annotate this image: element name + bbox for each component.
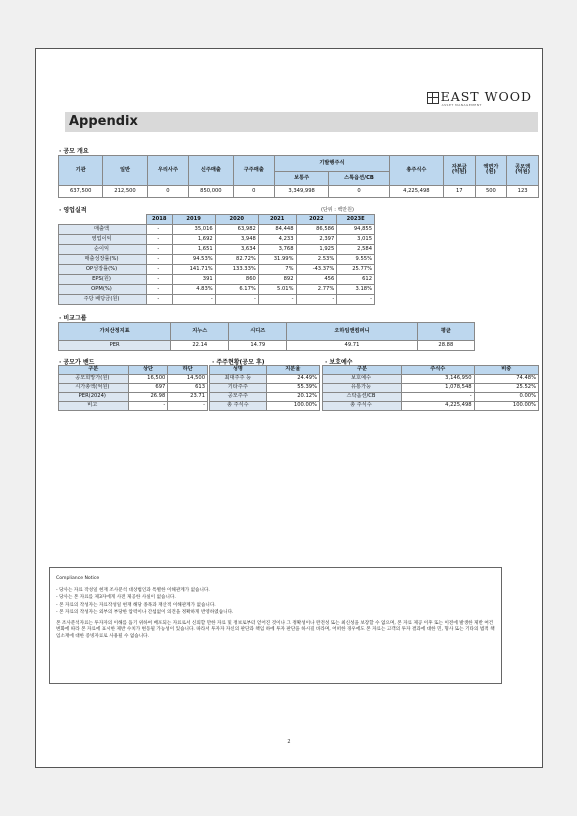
table-cell: 0.00% [474, 393, 538, 402]
table-cell: 82.72% [215, 255, 258, 265]
table-row [210, 402, 320, 411]
band-table [58, 365, 208, 411]
compliance-notice [49, 567, 502, 684]
row-label: 총 주식수 [210, 402, 267, 411]
row-label: 영업이익 [59, 235, 147, 245]
row-label: 순이익 [59, 245, 147, 255]
ipo-overview-heading: · 공모 개요 [59, 148, 89, 155]
year-header: 2022 [296, 215, 337, 225]
table-cell: 2.77% [296, 285, 337, 295]
table-cell: 7% [258, 265, 296, 275]
table-cell: 892 [258, 275, 296, 285]
table-row [59, 384, 208, 393]
table-row [210, 375, 320, 384]
band-header: 구분 [59, 366, 129, 375]
header-options: 스톡옵션/CB [329, 172, 390, 186]
band-header: 하단 [168, 366, 208, 375]
row-label: 총 주식수 [323, 402, 402, 411]
shareholders-table [209, 365, 320, 411]
table-cell: 1,925 [296, 245, 337, 255]
table-cell: 133.33% [215, 265, 258, 275]
table-cell: 100.00% [266, 402, 319, 411]
table-cell: - [215, 295, 258, 305]
lockup-table [322, 365, 539, 411]
table-row [323, 375, 539, 384]
table-cell: - [147, 235, 173, 245]
peer-header: 오하임앤컴퍼니 [287, 323, 417, 341]
table-cell: 2.53% [296, 255, 337, 265]
lockup-header: 주식수 [401, 366, 474, 375]
logo-mark-icon [427, 92, 439, 104]
row-label: 매출액 [59, 225, 147, 235]
table-cell: 31.99% [258, 255, 296, 265]
table-cell: 2,397 [296, 235, 337, 245]
table-cell: 86,586 [296, 225, 337, 235]
table-row [59, 185, 539, 197]
header-employee: 우리사주 [147, 156, 189, 186]
notice-line: - 당사는 자료 작성일 현재 조사분석 대상법인과 특별한 이해관계가 없습니다. [56, 588, 210, 594]
table-cell: 3,768 [258, 245, 296, 255]
table-cell: 3,349,998 [275, 185, 329, 197]
table-cell: 500 [475, 185, 507, 197]
peers-table [58, 322, 475, 351]
table-cell: 23.71 [168, 393, 208, 402]
lockup-header: 비중 [474, 366, 538, 375]
table-cell: 6.17% [215, 285, 258, 295]
row-label: 스탁옵션/CB [323, 393, 402, 402]
logo-name: EAST WOOD [440, 89, 532, 104]
table-row [210, 384, 320, 393]
header-issued: 기발행주식 [275, 156, 390, 172]
row-label: 최대주주 등 [210, 375, 267, 384]
row-label: OP성장률(%) [59, 265, 147, 275]
table-row [59, 340, 475, 350]
peer-header: 가치산정지표 [59, 323, 171, 341]
table-cell: 22.14 [171, 340, 229, 350]
table-cell: 17 [443, 185, 475, 197]
table-cell: 25.52% [474, 384, 538, 393]
page-number: 2 [287, 739, 291, 745]
header-agency: 기관 [59, 156, 103, 186]
header-common: 보통주 [275, 172, 329, 186]
band-heading: · 공모가 밴드 [59, 359, 95, 366]
table-cell: 4.83% [172, 285, 215, 295]
shareholders-header: 지분율 [266, 366, 319, 375]
row-label: EPS(원) [59, 275, 147, 285]
table-cell: 9.55% [337, 255, 375, 265]
table-cell: - [168, 402, 208, 411]
notice-line: - 본 자료의 작성자는 자료작성일 현재 해당 종목과 재산적 이해관계가 없습니다. [56, 602, 216, 608]
table-cell: 212,500 [103, 185, 147, 197]
table-row [323, 393, 539, 402]
table-row [323, 402, 539, 411]
table-cell: 3,015 [337, 235, 375, 245]
table-cell: - [147, 275, 173, 285]
peers-heading: · 비교그룹 [59, 315, 87, 322]
year-header: 2021 [258, 215, 296, 225]
row-label: 매출성장률(%) [59, 255, 147, 265]
table-cell: - [296, 295, 337, 305]
table-cell: 16,500 [128, 375, 168, 384]
lockup-heading: · 보호예수 [325, 359, 353, 366]
table-row [59, 265, 375, 275]
table-cell: - [128, 402, 168, 411]
table-cell: 100.00% [474, 402, 538, 411]
table-cell: - [147, 265, 173, 275]
table-cell: 24.49% [266, 375, 319, 384]
table-cell: 14,500 [168, 375, 208, 384]
table-cell: 74.48% [474, 375, 538, 384]
table-row [59, 285, 375, 295]
row-label: PER(2024) [59, 393, 129, 402]
table-row [59, 393, 208, 402]
table-cell: 28.88 [417, 340, 474, 350]
table-cell: - [401, 393, 474, 402]
table-cell: 5.01% [258, 285, 296, 295]
row-label: 기타주주 [210, 384, 267, 393]
header-general: 일반 [103, 156, 147, 186]
table-row [323, 384, 539, 393]
header-new-sale: 신주매출 [189, 156, 233, 186]
table-row [59, 235, 375, 245]
table-cell: 0 [233, 185, 275, 197]
table-cell: - [258, 295, 296, 305]
row-label: 시가총액(억원) [59, 384, 129, 393]
table-cell: 4,233 [258, 235, 296, 245]
table-row [59, 295, 375, 305]
peer-header: 지누스 [171, 323, 229, 341]
table-row [59, 245, 375, 255]
table-cell: 860 [215, 275, 258, 285]
document-page [35, 48, 543, 768]
row-label: 비고 [59, 402, 129, 411]
page-title: Appendix [69, 114, 138, 129]
table-cell: 1,651 [172, 245, 215, 255]
shareholders-header: 성명 [210, 366, 267, 375]
table-cell: 14.79 [229, 340, 287, 350]
table-cell: 3.18% [337, 285, 375, 295]
table-cell: 637,500 [59, 185, 103, 197]
performance-table [58, 214, 375, 305]
row-label: 주당 배당금(원) [59, 295, 147, 305]
table-cell: 391 [172, 275, 215, 285]
table-row [210, 393, 320, 402]
table-cell: - [147, 285, 173, 295]
table-cell: 1,078,548 [401, 384, 474, 393]
table-cell: 55.39% [266, 384, 319, 393]
table-cell: 25.77% [337, 265, 375, 275]
row-label: 보호예수 [323, 375, 402, 384]
table-cell: 94,855 [337, 225, 375, 235]
table-cell: 697 [128, 384, 168, 393]
table-cell: 94.53% [172, 255, 215, 265]
notice-line: - 본 자료의 작성자는 외부의 부당한 압력이나 간섭없이 의견을 정확하게 반영하였습니다. [56, 609, 234, 615]
table-cell: 612 [337, 275, 375, 285]
table-cell: - [147, 295, 173, 305]
table-cell: 63,982 [215, 225, 258, 235]
lockup-header: 구분 [323, 366, 402, 375]
peer-header: 시디즈 [229, 323, 287, 341]
row-label: 공모희망가(원) [59, 375, 129, 384]
table-cell: 84,448 [258, 225, 296, 235]
table-cell: 3,948 [215, 235, 258, 245]
table-cell: 20.12% [266, 393, 319, 402]
table-cell: 141.71% [172, 265, 215, 275]
table-row [59, 275, 375, 285]
header-par: 액면가 (원) [475, 156, 507, 186]
band-header: 상단 [128, 366, 168, 375]
header-ipo-amount: 공모액 (억원) [507, 156, 539, 186]
table-row [59, 402, 208, 411]
table-row [59, 255, 375, 265]
table-cell: 456 [296, 275, 337, 285]
table-cell: 26.98 [128, 393, 168, 402]
table-cell: 4,225,498 [389, 185, 443, 197]
year-header: 2018 [147, 215, 173, 225]
table-cell: -43.37% [296, 265, 337, 275]
year-header: 2019 [172, 215, 215, 225]
table-cell: 3,634 [215, 245, 258, 255]
table-cell: 35,016 [172, 225, 215, 235]
row-label: OPM(%) [59, 285, 147, 295]
ipo-overview-table [58, 155, 539, 198]
company-logo [427, 91, 532, 107]
table-cell: 613 [168, 384, 208, 393]
performance-heading: · 영업실적 [59, 207, 87, 214]
table-cell: 0 [147, 185, 189, 197]
row-label: 공모주주 [210, 393, 267, 402]
notice-disclaimer: 본 조사분석자료는 투자자의 이해를 돕기 위하여 배포되는 자료로서 신뢰할 만한 자료 및 정보로부터 얻어진 것이나 그 정확성이나 완전성 또는 최신성을 보장할 수 없으며, 본 자료 제공 이후 또는 이전에 발생한 제반 여건 변화에 따라 본 자료에 표시한 제반 수치가 변동될 가능성이 있습니다. 따라서 투자자 자신의 판단과 책임 하에 투자 판단을 하시길 바라며, 어떠한 경우에도 본 자료는 고객의 투자 결과에 대한 민, 형사 또는 기타의 법적 책임소재에 대한 증빙자료로 사용될 수 없습니다. [56, 621, 495, 639]
shareholders-heading: · 주주현황(공모 후) [212, 359, 265, 366]
table-cell: 0 [329, 185, 390, 197]
logo-subtitle: ASSET MANAGEMENT [441, 103, 482, 107]
table-cell: 1,692 [172, 235, 215, 245]
table-row [59, 225, 375, 235]
table-row [59, 375, 208, 384]
header-capital: 자본금 (억원) [443, 156, 475, 186]
table-cell: - [147, 225, 173, 235]
year-header: 2020 [215, 215, 258, 225]
table-cell: - [172, 295, 215, 305]
header-total-shares: 총주식수 [389, 156, 443, 186]
notice-title: Compliance Notice [56, 576, 100, 581]
performance-unit: (단위 : 백만원) [321, 207, 354, 213]
notice-line: - 당사는 본 자료를 제3자에게 사전 제공한 사실이 없습니다. [56, 595, 176, 601]
table-cell: 3,146,950 [401, 375, 474, 384]
table-cell: - [337, 295, 375, 305]
table-cell: - [147, 245, 173, 255]
table-cell: 123 [507, 185, 539, 197]
header-old-sale: 구주매출 [233, 156, 275, 186]
row-label: 유통가능 [323, 384, 402, 393]
year-header: 2023E [337, 215, 375, 225]
table-cell: 4,225,498 [401, 402, 474, 411]
table-cell: PER [59, 340, 171, 350]
table-cell: - [147, 255, 173, 265]
table-cell: 2,584 [337, 245, 375, 255]
peer-header: 평균 [417, 323, 474, 341]
table-cell: 49.71 [287, 340, 417, 350]
table-cell: 850,000 [189, 185, 233, 197]
